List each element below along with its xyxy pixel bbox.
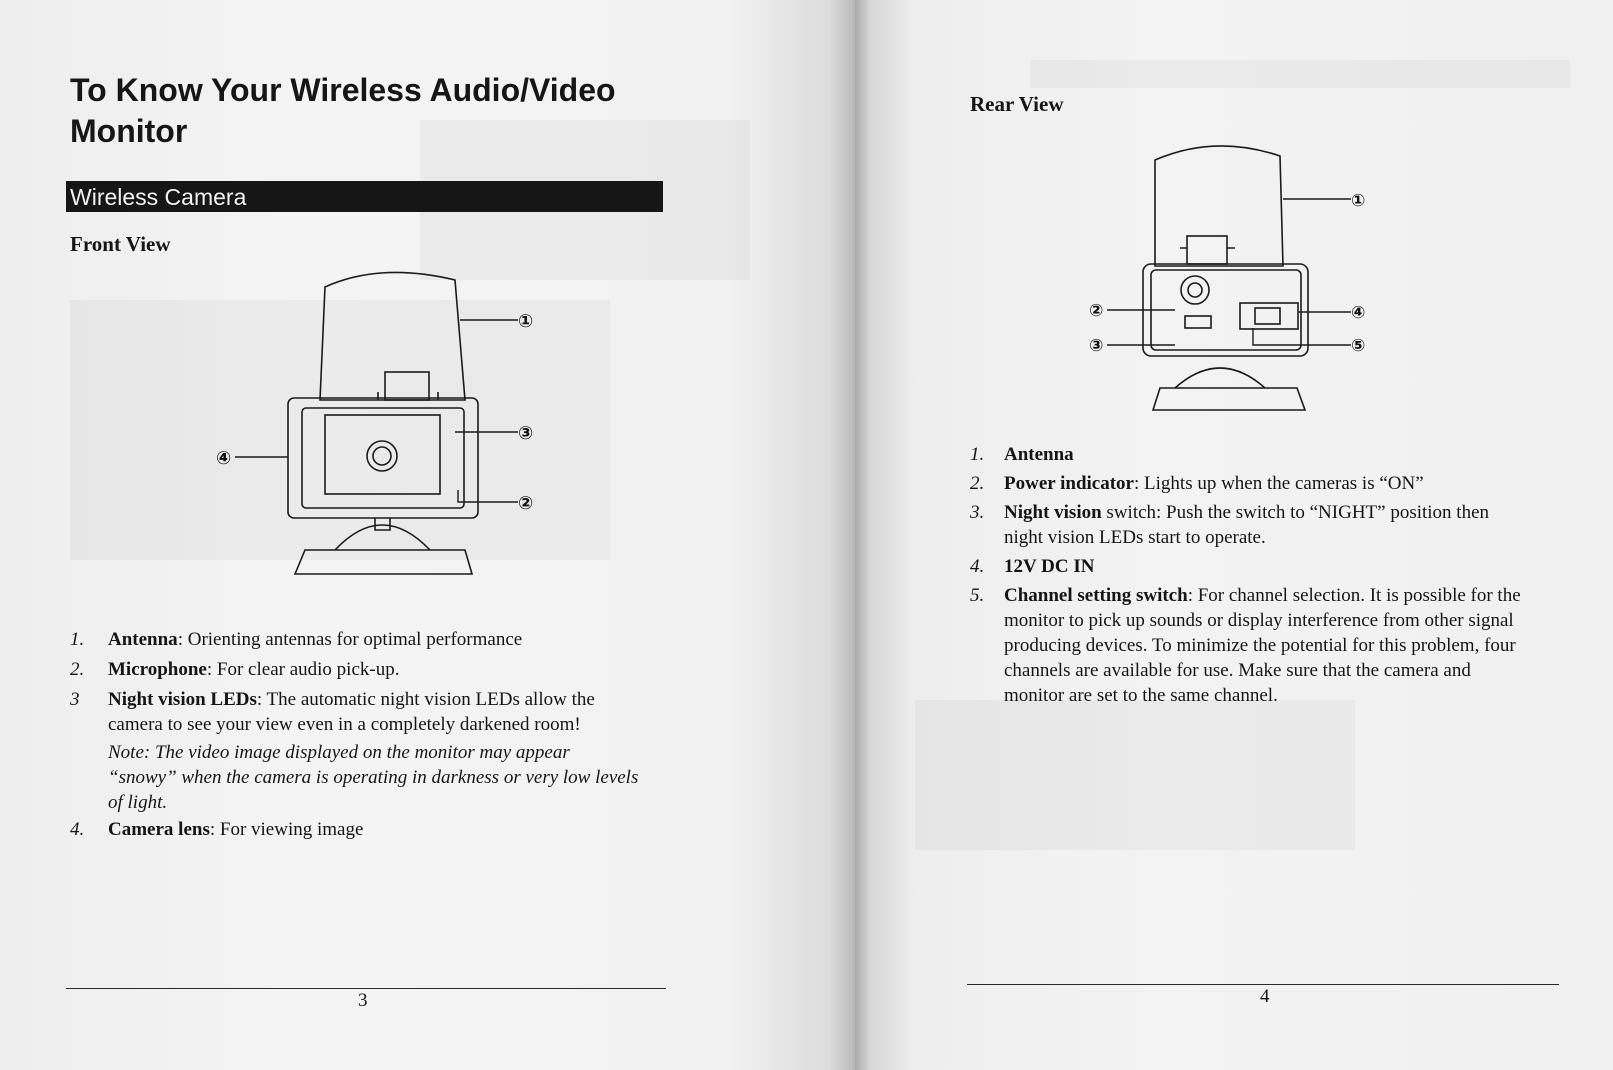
item-term: 12V DC IN <box>1004 556 1095 577</box>
list-item <box>70 817 640 842</box>
list-item <box>970 583 1530 708</box>
item-term: Microphone <box>108 659 207 680</box>
section-title: Wireless Camera <box>70 184 247 210</box>
item-description: : Lights up when the cameras is “ON” <box>1134 473 1424 494</box>
item-description: : Orienting antennas for optimal performance <box>177 629 523 650</box>
item-number: 3 <box>70 689 80 710</box>
camera-rear-view-diagram <box>1085 138 1385 428</box>
section-header <box>66 181 663 212</box>
callout-1: ① <box>518 311 534 332</box>
list-item <box>970 471 1530 496</box>
item-number: 1. <box>970 444 985 465</box>
list-item <box>70 627 640 652</box>
item-number: 4. <box>70 819 85 840</box>
callout-2: ② <box>1089 301 1104 321</box>
front-view-parts-list <box>70 627 640 842</box>
item-note: Note: The video image displayed on the monitor may appear “snowy” when the camera is operating in darkness or very low levels of light. <box>108 742 639 813</box>
footer-rule <box>66 988 666 989</box>
callout-1: ① <box>1351 191 1366 211</box>
item-term: Night vision LEDs <box>108 689 257 710</box>
right-page <box>855 0 1613 1070</box>
item-number: 1. <box>70 629 85 650</box>
camera-front-view-diagram <box>210 262 570 592</box>
item-term: Camera lens <box>108 819 210 840</box>
list-item <box>970 554 1530 579</box>
callout-3: ③ <box>1089 336 1104 356</box>
item-number: 4. <box>970 556 985 577</box>
page-number: 4 <box>1260 986 1270 1007</box>
item-term: Night vision <box>1004 502 1102 523</box>
callout-2: ② <box>518 493 534 514</box>
rear-view-heading: Rear View <box>970 92 1064 116</box>
item-term: Antenna <box>108 629 178 650</box>
item-term: Power indicator <box>1004 473 1134 494</box>
item-description: : For clear audio pick-up. <box>206 659 400 680</box>
callout-5: ⑤ <box>1351 336 1366 356</box>
front-view-heading: Front View <box>70 232 171 256</box>
item-description: : For viewing image <box>209 819 364 840</box>
item-description: : For channel selection. It is possible for the monitor to pick up sounds or display interference from other signal producing devices. To minimize the potential for this problem, four channels are available for use. Make sure that the camera and monitor are set to the same channel. <box>1004 585 1521 706</box>
callout-4: ④ <box>216 448 232 469</box>
item-number: 2. <box>70 659 85 680</box>
rear-view-parts-list <box>970 442 1530 708</box>
bleed-through-text <box>1030 60 1570 88</box>
item-number: 3. <box>970 502 985 523</box>
item-description: : The automatic night vision LEDs allow the camera to see your view even in a completely darkened room! <box>108 689 595 735</box>
item-number: 2. <box>970 473 985 494</box>
bleed-through-text <box>915 700 1355 850</box>
page-title: To Know Your Wireless Audio/Video Monitor <box>70 72 616 149</box>
item-description: switch: Push the switch to “NIGHT” position then night vision LEDs start to operate. <box>1004 502 1490 548</box>
page-number: 3 <box>358 990 368 1011</box>
footer-rule <box>967 984 1559 985</box>
list-item <box>70 657 640 682</box>
item-number: 5. <box>970 585 985 606</box>
item-term: Channel setting switch <box>1004 585 1188 606</box>
list-item <box>970 442 1530 467</box>
callout-3: ③ <box>518 423 534 444</box>
callout-4: ④ <box>1351 303 1366 323</box>
list-item <box>70 687 640 815</box>
item-term: Antenna <box>1004 444 1074 465</box>
list-item <box>970 500 1530 550</box>
